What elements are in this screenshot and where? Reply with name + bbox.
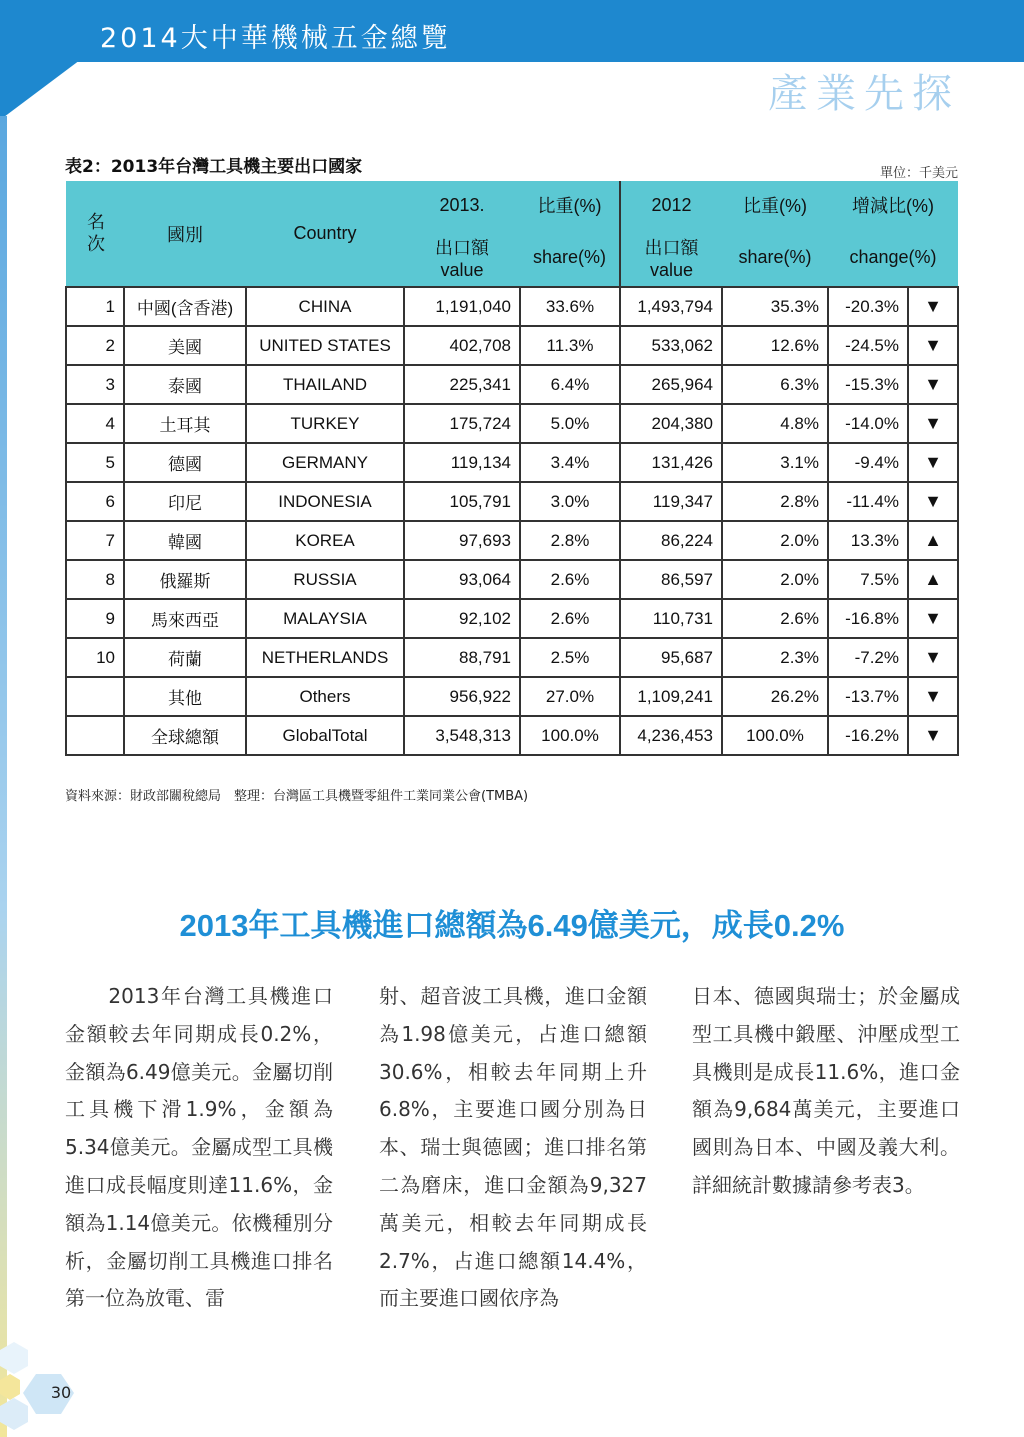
cell-value-2012: 95,687 bbox=[620, 638, 722, 677]
header-country-en: Country bbox=[246, 181, 404, 287]
publication-title: 2014大中華機械五金總覽 bbox=[100, 23, 451, 54]
cell-value-2012: 4,236,453 bbox=[620, 716, 722, 755]
cell-rank: 7 bbox=[66, 521, 124, 560]
cell-value-2012: 110,731 bbox=[620, 599, 722, 638]
table-row-total bbox=[66, 716, 958, 755]
header-share-2013-top: 比重(%) bbox=[520, 181, 620, 229]
cell-change: 7.5% bbox=[828, 560, 908, 599]
cell-value-2012: 119,347 bbox=[620, 482, 722, 521]
cell-value-2013: 225,341 bbox=[404, 365, 520, 404]
cell-rank: 6 bbox=[66, 482, 124, 521]
cell-country-zh: 馬來西亞 bbox=[124, 599, 246, 638]
unit-label: 單位：千美元 bbox=[879, 166, 958, 181]
cell-share-2013: 6.4% bbox=[520, 365, 620, 404]
table-row bbox=[66, 365, 958, 404]
export-countries-table bbox=[65, 181, 959, 756]
table-caption: 表2：2013年台灣工具機主要出口國家 bbox=[65, 157, 363, 177]
cell-share-2012: 3.1% bbox=[722, 443, 828, 482]
cell-change: -16.2% bbox=[828, 716, 908, 755]
cell-value-2013: 3,548,313 bbox=[404, 716, 520, 755]
table-row bbox=[66, 638, 958, 677]
cell-change: -20.3% bbox=[828, 287, 908, 326]
table-body bbox=[66, 287, 958, 755]
article-column-3 bbox=[692, 978, 960, 1205]
header-export-value-2012 bbox=[620, 229, 722, 287]
cell-share-2012: 2.0% bbox=[722, 560, 828, 599]
article-paragraph: 日本、德國與瑞士；於金屬成型工具機中鍛壓、沖壓成型工具機則是成長11.6%，進口金額為9,684萬美元，主要進口國則為日本、中國及義大利。詳細統計數據請參考表3。 bbox=[692, 984, 960, 1197]
cell-country-zh: 荷蘭 bbox=[124, 638, 246, 677]
cell-value-2012: 86,224 bbox=[620, 521, 722, 560]
cell-country-en: GlobalTotal bbox=[246, 716, 404, 755]
cell-country-zh: 中國(含香港) bbox=[124, 287, 246, 326]
trend-down-icon: ▼ bbox=[908, 287, 958, 326]
cell-value-2013: 119,134 bbox=[404, 443, 520, 482]
cell-rank: 4 bbox=[66, 404, 124, 443]
cell-share-2012: 100.0% bbox=[722, 716, 828, 755]
cell-share-2013: 27.0% bbox=[520, 677, 620, 716]
header-share-2013-bottom: share(%) bbox=[520, 229, 620, 287]
cell-value-2013: 1,191,040 bbox=[404, 287, 520, 326]
trend-down-icon: ▼ bbox=[908, 638, 958, 677]
cell-share-2012: 2.3% bbox=[722, 638, 828, 677]
article-title: 2013年工具機進口總額為6.49億美元，成長0.2% bbox=[179, 908, 845, 943]
trend-down-icon: ▼ bbox=[908, 677, 958, 716]
cell-value-2012: 86,597 bbox=[620, 560, 722, 599]
cell-change: -14.0% bbox=[828, 404, 908, 443]
cell-rank: 2 bbox=[66, 326, 124, 365]
trend-down-icon: ▼ bbox=[908, 365, 958, 404]
article-column-2 bbox=[379, 978, 647, 1318]
cell-value-2013: 97,693 bbox=[404, 521, 520, 560]
article-paragraph: 射、超音波工具機，進口金額為1.98億美元，占進口總額30.6%，相較去年同期上升6.8%，主要進口國分別為日本、瑞士與德國；進口排名第二為磨床，進口金額為9,327萬美元，相較去年同期成長2.7%，占進口總額14.4%，而主要進口國依序為 bbox=[379, 984, 647, 1311]
cell-country-en: CHINA bbox=[246, 287, 404, 326]
header-wedge-decoration bbox=[0, 60, 80, 120]
cell-change: -7.2% bbox=[828, 638, 908, 677]
cell-country-en: KOREA bbox=[246, 521, 404, 560]
cell-share-2013: 2.8% bbox=[520, 521, 620, 560]
table-row bbox=[66, 560, 958, 599]
cell-share-2013: 2.6% bbox=[520, 599, 620, 638]
trend-down-icon: ▼ bbox=[908, 443, 958, 482]
cell-share-2013: 100.0% bbox=[520, 716, 620, 755]
cell-share-2012: 2.6% bbox=[722, 599, 828, 638]
cell-rank: 8 bbox=[66, 560, 124, 599]
trend-up-icon: ▲ bbox=[908, 521, 958, 560]
cell-country-en: Others bbox=[246, 677, 404, 716]
cell-rank: 5 bbox=[66, 443, 124, 482]
cell-share-2013: 3.4% bbox=[520, 443, 620, 482]
cell-change: -24.5% bbox=[828, 326, 908, 365]
section-title: 產業先探 bbox=[768, 71, 960, 117]
cell-value-2013: 175,724 bbox=[404, 404, 520, 443]
cell-value-2012: 533,062 bbox=[620, 326, 722, 365]
cell-rank bbox=[66, 677, 124, 716]
page-number: 30 bbox=[50, 1383, 72, 1402]
cell-value-2012: 1,109,241 bbox=[620, 677, 722, 716]
trend-down-icon: ▼ bbox=[908, 599, 958, 638]
header-export-value-2013-zh: 出口額 bbox=[435, 238, 489, 258]
cell-country-en: NETHERLANDS bbox=[246, 638, 404, 677]
cell-value-2013: 105,791 bbox=[404, 482, 520, 521]
cell-share-2013: 3.0% bbox=[520, 482, 620, 521]
cell-value-2012: 265,964 bbox=[620, 365, 722, 404]
cell-value-2013: 92,102 bbox=[404, 599, 520, 638]
cell-country-en: INDONESIA bbox=[246, 482, 404, 521]
cell-value-2012: 131,426 bbox=[620, 443, 722, 482]
cell-change: -11.4% bbox=[828, 482, 908, 521]
cell-country-en: UNITED STATES bbox=[246, 326, 404, 365]
cell-country-zh: 德國 bbox=[124, 443, 246, 482]
cell-value-2013: 956,922 bbox=[404, 677, 520, 716]
table-row bbox=[66, 521, 958, 560]
header-country-zh: 國別 bbox=[124, 181, 246, 287]
header-share-2012-top: 比重(%) bbox=[722, 181, 828, 229]
cell-change: -13.7% bbox=[828, 677, 908, 716]
cell-country-zh: 印尼 bbox=[124, 482, 246, 521]
header-rank: 名次 bbox=[66, 181, 124, 287]
header-year-2012: 2012 bbox=[620, 181, 722, 229]
trend-down-icon: ▼ bbox=[908, 404, 958, 443]
cell-change: -9.4% bbox=[828, 443, 908, 482]
cell-share-2012: 35.3% bbox=[722, 287, 828, 326]
cell-rank: 3 bbox=[66, 365, 124, 404]
trend-down-icon: ▼ bbox=[908, 482, 958, 521]
header-export-value-2013 bbox=[404, 229, 520, 287]
left-edge-rule bbox=[0, 116, 7, 1437]
cell-country-zh: 土耳其 bbox=[124, 404, 246, 443]
cell-change: 13.3% bbox=[828, 521, 908, 560]
cell-country-en: MALAYSIA bbox=[246, 599, 404, 638]
cell-value-2013: 402,708 bbox=[404, 326, 520, 365]
cell-share-2012: 2.0% bbox=[722, 521, 828, 560]
cell-share-2013: 5.0% bbox=[520, 404, 620, 443]
table-row bbox=[66, 404, 958, 443]
trend-down-icon: ▼ bbox=[908, 326, 958, 365]
article-column-1 bbox=[65, 978, 333, 1318]
cell-share-2013: 11.3% bbox=[520, 326, 620, 365]
cell-share-2012: 12.6% bbox=[722, 326, 828, 365]
cell-value-2012: 1,493,794 bbox=[620, 287, 722, 326]
cell-country-zh: 泰國 bbox=[124, 365, 246, 404]
cell-share-2012: 26.2% bbox=[722, 677, 828, 716]
table-row bbox=[66, 599, 958, 638]
header-change-bottom: change(%) bbox=[828, 229, 958, 287]
cell-share-2013: 2.6% bbox=[520, 560, 620, 599]
cell-country-en: TURKEY bbox=[246, 404, 404, 443]
header-export-value-2012-zh: 出口額 bbox=[644, 238, 699, 258]
header-export-value-2013-en: value bbox=[440, 260, 484, 280]
table-row bbox=[66, 287, 958, 326]
cell-rank: 10 bbox=[66, 638, 124, 677]
cell-country-zh: 其他 bbox=[124, 677, 246, 716]
table-header bbox=[66, 181, 958, 287]
cell-share-2012: 6.3% bbox=[722, 365, 828, 404]
cell-country-en: RUSSIA bbox=[246, 560, 404, 599]
header-export-value-2012-en: value bbox=[649, 260, 694, 280]
cell-country-en: THAILAND bbox=[246, 365, 404, 404]
trend-down-icon: ▼ bbox=[908, 716, 958, 755]
cell-country-zh: 俄羅斯 bbox=[124, 560, 246, 599]
cell-share-2012: 2.8% bbox=[722, 482, 828, 521]
table-row bbox=[66, 482, 958, 521]
header-year-2013: 2013. bbox=[404, 181, 520, 229]
trend-up-icon: ▲ bbox=[908, 560, 958, 599]
cell-value-2013: 88,791 bbox=[404, 638, 520, 677]
cell-share-2013: 2.5% bbox=[520, 638, 620, 677]
cell-rank bbox=[66, 716, 124, 755]
cell-rank: 1 bbox=[66, 287, 124, 326]
header-change-top: 增減比(%) bbox=[828, 181, 958, 229]
source-note: 資料來源：財政部關稅總局 整理：台灣區工具機暨零組件工業同業公會(TMBA) bbox=[65, 789, 529, 804]
cell-value-2013: 93,064 bbox=[404, 560, 520, 599]
table-row bbox=[66, 443, 958, 482]
cell-change: -16.8% bbox=[828, 599, 908, 638]
cell-change: -15.3% bbox=[828, 365, 908, 404]
cell-rank: 9 bbox=[66, 599, 124, 638]
cell-share-2012: 4.8% bbox=[722, 404, 828, 443]
table-row-others bbox=[66, 677, 958, 716]
header-share-2012-bottom: share(%) bbox=[722, 229, 828, 287]
cell-country-zh: 美國 bbox=[124, 326, 246, 365]
cell-value-2012: 204,380 bbox=[620, 404, 722, 443]
cell-country-zh: 全球總額 bbox=[124, 716, 246, 755]
cell-country-zh: 韓國 bbox=[124, 521, 246, 560]
article-paragraph: 2013年台灣工具機進口金額較去年同期成長0.2%，金額為6.49億美元。金屬切削工具機下滑1.9%，金額為5.34億美元。金屬成型工具機進口成長幅度則達11.6%，金額為1.14億美元。依機種別分析，金屬切削工具機進口排名第一位為放電、雷 bbox=[65, 984, 333, 1311]
cell-country-en: GERMANY bbox=[246, 443, 404, 482]
table-row bbox=[66, 326, 958, 365]
cell-share-2013: 33.6% bbox=[520, 287, 620, 326]
